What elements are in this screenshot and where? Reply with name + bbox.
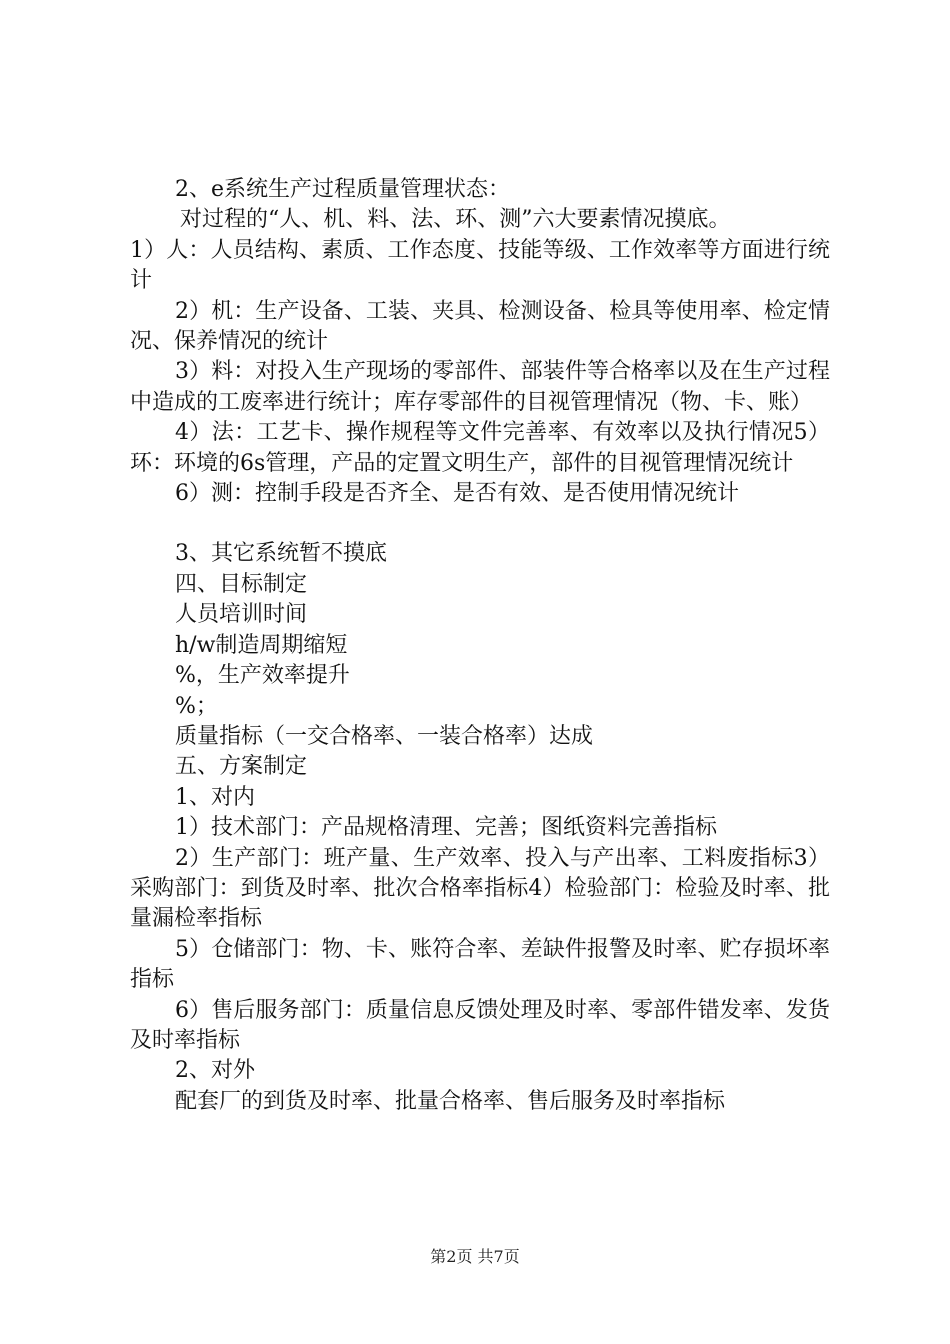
- paragraph-gap: [130, 509, 830, 539]
- paragraph-measure: 6）测：控制手段是否齐全、是否有效、是否使用情况统计: [175, 481, 739, 507]
- paragraph-other-systems: 3、其它系统暂不摸底: [175, 541, 387, 567]
- paragraph-machine: 2）机：生产设备、工装、夹具、检测设备、检具等使用率、检定情况、保养情况的统计: [130, 298, 830, 355]
- paragraph-training-time: 人员培训时间: [175, 602, 308, 628]
- heading-goal-setting: 四、目标制定: [175, 571, 308, 597]
- paragraph-production-purchase-inspection: 2）生产部门：班产量、生产效率、投入与产出率、工料废指标3）采购部门：到货及时率、批次合格率指标4）检验部门：检验及时率、批量漏检率指标: [130, 845, 830, 932]
- page-footer: 第2页 共7页: [430, 1247, 520, 1266]
- document-body: [130, 175, 830, 1117]
- paragraph-percent: %；: [175, 693, 218, 719]
- paragraph-external: 2、对外: [175, 1058, 255, 1084]
- paragraph-quality-index: 质量指标（一交合格率、一装合格率）达成: [175, 723, 594, 749]
- paragraph-efficiency: %，生产效率提升: [175, 663, 350, 689]
- paragraph-tech-dept: 1）技术部门：产品规格清理、完善；图纸资料完善指标: [175, 815, 717, 841]
- paragraph-people: 1）人：人员结构、素质、工作态度、技能等级、工作效率等方面进行统计: [130, 237, 830, 294]
- paragraph-supplier-index: 配套厂的到货及时率、批量合格率、售后服务及时率指标: [175, 1088, 726, 1114]
- paragraph-cycle-time: h/w制造周期缩短: [175, 632, 348, 658]
- paragraph-warehouse-dept: 5）仓储部门：物、卡、账符合率、差缺件报警及时率、贮存损坏率指标: [130, 936, 830, 993]
- paragraph-aftersales-dept: 6）售后服务部门：质量信息反馈处理及时率、零部件错发率、发货及时率指标: [130, 997, 830, 1053]
- heading-plan-making: 五、方案制定: [175, 754, 308, 780]
- paragraph-e-system-heading: 2、e系统生产过程质量管理状态：: [175, 177, 511, 202]
- paragraph-six-factors: 对过程的“人、机、料、法、环、测”六大要素情况摸底。: [180, 207, 731, 233]
- paragraph-method-environment: 4）法：工艺卡、操作规程等文件完善率、有效率以及执行情况5）环：环境的6s管理，产品的定置文明生产，部件的目视管理情况统计: [130, 420, 830, 476]
- paragraph-internal: 1、对内: [175, 784, 255, 810]
- paragraph-material: 3）料：对投入生产现场的零部件、部装件等合格率以及在生产过程中造成的工废率进行统计；库存零部件的目视管理情况（物、卡、账）: [130, 359, 830, 415]
